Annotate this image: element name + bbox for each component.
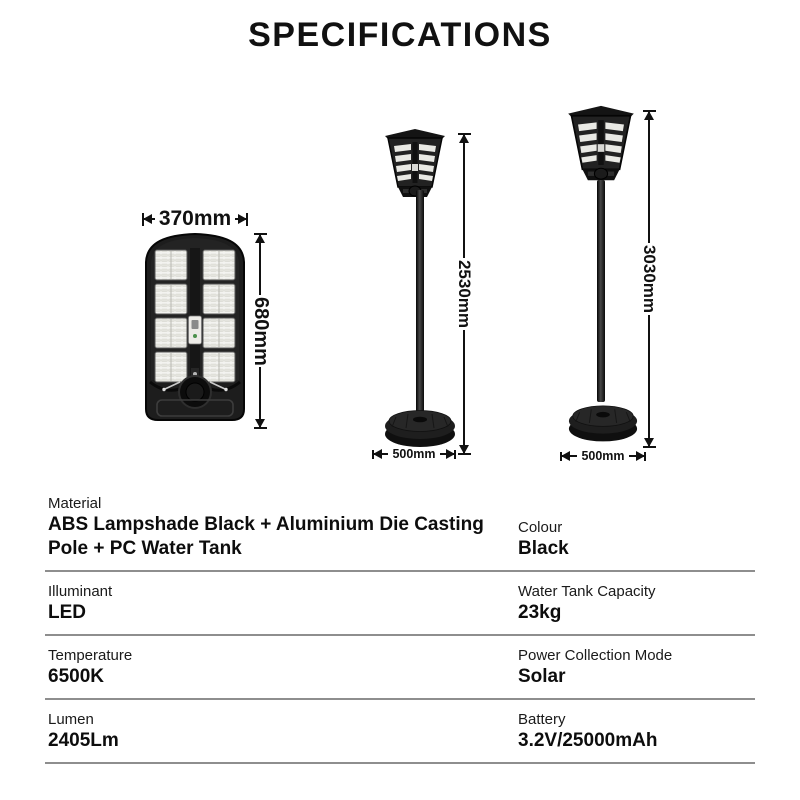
spec-label: Material	[48, 495, 102, 512]
spec-label: Illuminant	[48, 583, 113, 600]
spec-cell-lumen	[45, 710, 518, 753]
spec-value: ABS Lampshade Black + Aluminium Die Casting Pole + PC Water Tank	[48, 514, 484, 559]
spec-value: 2405Lm	[48, 730, 119, 751]
arrow-up-icon	[259, 235, 261, 295]
arrow-left-icon	[562, 455, 577, 457]
spec-value: Black	[518, 538, 569, 559]
height-dimension-arrow	[452, 133, 476, 455]
spec-cell-colour	[518, 518, 755, 561]
spec-table	[45, 492, 755, 764]
medium-pole-base-image	[382, 401, 458, 449]
front-view-width-label: 370mm	[158, 207, 232, 230]
page-title: SPECIFICATIONS	[248, 16, 552, 54]
arrow-right-icon	[235, 218, 246, 220]
spec-row-material-colour	[45, 492, 755, 572]
spec-row-illuminant-watertank	[45, 572, 755, 636]
base-width-dimension-arrow	[372, 447, 456, 461]
spec-cell-illuminant	[45, 582, 518, 625]
tall-pole-base-width-label: 500mm	[581, 449, 625, 463]
spec-label: Lumen	[48, 711, 94, 728]
tall-pole-height-label: 3030mm	[640, 244, 659, 314]
tall-pole-base-image	[566, 396, 640, 444]
spec-value: 23kg	[518, 602, 562, 623]
spec-row-lumen-battery	[45, 700, 755, 764]
arrow-up-icon	[463, 135, 465, 258]
spec-label: Temperature	[48, 647, 133, 664]
arrow-left-icon	[374, 453, 388, 455]
medium-pole-image	[416, 190, 424, 412]
medium-pole-base-width-label: 500mm	[392, 447, 436, 461]
front-view-height-label: 680mm	[249, 296, 272, 366]
arrow-right-icon	[440, 453, 454, 455]
spec-value: 3.2V/25000mAh	[518, 730, 658, 751]
spec-label: Power Collection Mode	[518, 647, 673, 664]
arrow-right-icon	[629, 455, 644, 457]
spec-cell-water-tank-capacity	[518, 582, 755, 625]
medium-pole-lamp-head-image	[383, 126, 447, 198]
spec-value: Solar	[518, 666, 566, 687]
spec-cell-material	[45, 494, 518, 561]
lamp-front-view-image	[140, 228, 250, 426]
base-width-dimension-arrow	[560, 449, 646, 463]
arrow-down-icon	[259, 367, 261, 427]
spec-value: 6500K	[48, 666, 104, 687]
arrow-down-icon	[463, 330, 465, 453]
spec-row-temperature-powermode	[45, 636, 755, 700]
spec-label: Water Tank Capacity	[518, 583, 656, 600]
spec-cell-battery	[518, 710, 755, 753]
height-dimension-arrow	[637, 110, 661, 448]
arrow-up-icon	[648, 112, 650, 243]
spec-label: Battery	[518, 711, 566, 728]
arrow-down-icon	[648, 315, 650, 446]
spec-cell-power-collection-mode	[518, 646, 755, 689]
spec-value: LED	[48, 602, 86, 623]
height-dimension-arrow	[248, 233, 272, 429]
medium-pole-height-label: 2530mm	[455, 259, 474, 329]
spec-label: Colour	[518, 519, 563, 536]
arrow-left-icon	[144, 218, 155, 220]
tall-pole-lamp-head-image	[566, 102, 636, 182]
spec-cell-temperature	[45, 646, 518, 689]
tall-pole-image	[597, 180, 605, 402]
